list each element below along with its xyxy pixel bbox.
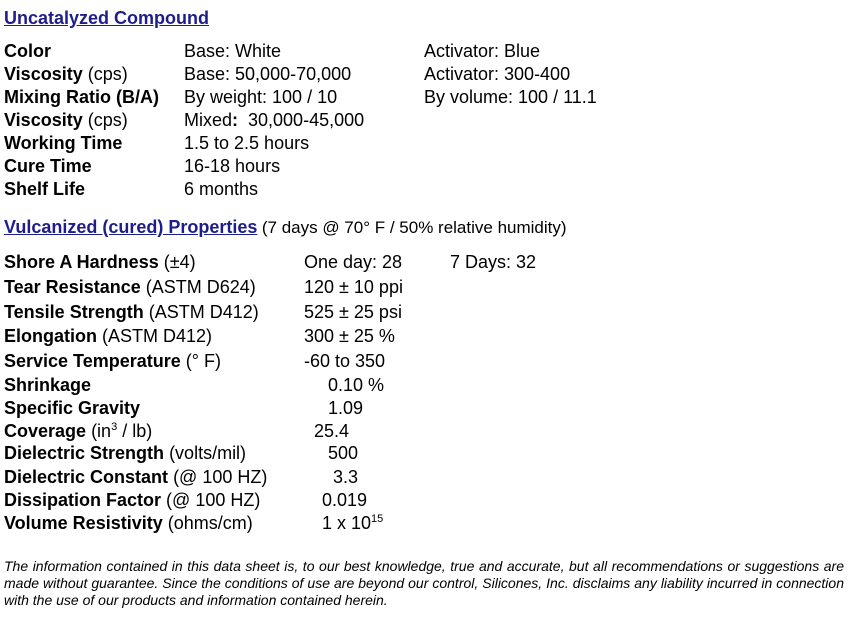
spec-row-viscosity	[0, 64, 856, 88]
spec-row-color	[0, 41, 856, 65]
property-row-dielectric-constant	[0, 467, 856, 491]
property-row-dissipation-factor	[0, 490, 856, 514]
property-row-coverage	[0, 421, 856, 445]
property-label: Shore A Hardness (±4)	[4, 252, 196, 272]
property-label: Shrinkage	[4, 375, 92, 395]
spec-label: Viscosity (cps)	[4, 64, 128, 84]
spec-label: Cure Time	[4, 156, 92, 176]
property-row-tear	[0, 277, 856, 301]
property-value: -60 to 350	[304, 351, 386, 371]
property-value: One day: 28	[304, 252, 403, 272]
cured-heading-line	[4, 217, 567, 238]
property-label: Coverage $(in^3 / lb)$	[4, 421, 153, 441]
property-row-specific-gravity	[0, 398, 856, 422]
property-label: Specific Gravity	[4, 398, 141, 418]
spec-row-working-time	[0, 133, 856, 157]
property-value: 0.019	[322, 490, 368, 510]
property-value: 0.10 %	[328, 375, 385, 395]
property-label: Service Temperature (° F)	[4, 351, 221, 371]
spec-row-mixed-viscosity	[0, 110, 856, 134]
spec-row-cure-time	[0, 156, 856, 180]
property-label: Elongation (ASTM D412)	[4, 326, 213, 346]
spec-activator-value: By volume: 100 / 11.1	[424, 87, 597, 107]
property-row-shore-a	[0, 252, 856, 276]
property-row-dielectric-strength	[0, 443, 856, 467]
spec-label: Mixing Ratio (B/A)	[4, 87, 159, 107]
property-label: Volume Resistivity (ohms/cm)	[4, 513, 253, 533]
spec-base-value: Base: White	[184, 41, 282, 61]
property-value: 25.4	[314, 421, 350, 441]
property-label: Tensile Strength (ASTM D412)	[4, 302, 259, 322]
spec-row-shelf-life	[0, 179, 856, 203]
property-value: 525 ± 25 psi	[304, 302, 402, 322]
property-label: Dissipation Factor (@ 100 HZ)	[4, 490, 261, 510]
property-row-shrinkage	[0, 375, 856, 399]
spec-label: Working Time	[4, 133, 123, 153]
property-label: Dielectric Constant (@ 100 HZ)	[4, 467, 268, 487]
property-value-2: 7 Days: 32	[450, 252, 537, 272]
property-row-elongation	[0, 326, 856, 350]
property-value: 500	[328, 443, 359, 463]
spec-label: Viscosity (cps)	[4, 110, 128, 130]
property-value: 120 ± 10 ppi	[304, 277, 403, 297]
spec-activator-value: Activator: Blue	[424, 41, 541, 61]
spec-base-value: Base: 50,000-70,000	[184, 64, 352, 84]
property-row-volume-resistivity	[0, 513, 856, 537]
spec-base-value: 6 months	[184, 179, 259, 199]
uncatalyzed-heading: Uncatalyzed Compound	[4, 8, 210, 28]
cured-heading: Vulcanized (cured) Properties	[4, 217, 258, 237]
property-row-tensile	[0, 302, 856, 326]
spec-base-value: 16-18 hours	[184, 156, 281, 176]
spec-base-value: 1.5 to 2.5 hours	[184, 133, 310, 153]
spec-base-value: Mixed: 30,000-45,000	[184, 110, 365, 130]
spec-row-mixing-ratio	[0, 87, 856, 111]
disclaimer: The information contained in this data sheet is, to our best knowledge, true and accurate, but all recommendations or suggestions are made without guarantee. Since the conditions of use are beyond our control, Silicones, Inc. disclaims any liability incurred in connection with the use of our products and information contained herein.	[4, 558, 844, 608]
cured-heading-note: (7 days @ 70° F / 50% relative humidity)	[261, 218, 567, 237]
spec-base-value: By weight: 100 / 10	[184, 87, 338, 107]
property-value: 300 ± 25 %	[304, 326, 395, 346]
spec-label: Color	[4, 41, 51, 61]
property-value: 1 x $10^{15}$	[322, 513, 384, 533]
spec-label: Shelf Life	[4, 179, 86, 199]
property-label: Tear Resistance (ASTM D624)	[4, 277, 256, 297]
property-label: Dielectric Strength (volts/mil)	[4, 443, 247, 463]
property-row-service-temp	[0, 351, 856, 375]
spec-activator-value: Activator: 300-400	[424, 64, 571, 84]
property-value: 1.09	[328, 398, 364, 418]
property-value: 3.3	[333, 467, 359, 487]
